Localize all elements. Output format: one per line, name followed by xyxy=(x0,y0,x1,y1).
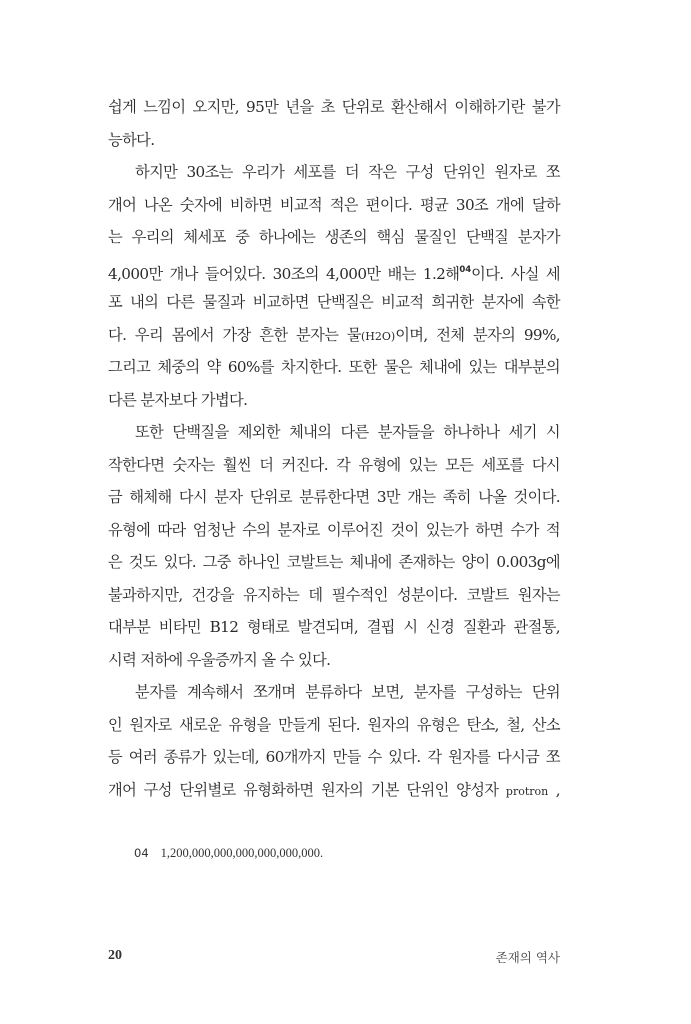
text-line: 등 여러 종류가 있는데, 60개까지 만들 수 있다. 각 원자를 다시금 쪼 xyxy=(108,748,560,766)
text-segment: 다. 우리 몸에서 가장 흔한 분자는 물 xyxy=(108,325,361,344)
text-line-with-formula xyxy=(108,319,560,352)
text-segment: , xyxy=(555,780,560,799)
text-line: 개어 나온 숫자에 비하면 비교적 적은 편이다. 평균 30조 개에 달하 xyxy=(108,195,560,214)
text-line: 또한 단백질을 제외한 체내의 다른 분자들을 하나하나 세기 시 xyxy=(135,423,560,441)
english-gloss: protron xyxy=(505,784,549,798)
text-line: 능하다. xyxy=(108,130,155,149)
footnote-number: 04 xyxy=(134,846,149,860)
text-line: 분자를 계속해서 쪼개며 분류하다 보면, 분자를 구성하는 단위 xyxy=(135,683,560,701)
body-text xyxy=(108,91,560,806)
footnote-ref[interactable]: 04 xyxy=(459,264,472,275)
text-line: 대부분 비타민 B12 형태로 발견되며, 결핍 시 신경 질환과 관절통, xyxy=(108,618,560,636)
text-line: 다른 분자보다 가볍다. xyxy=(108,390,248,409)
chemical-formula: (H2O) xyxy=(361,329,396,343)
text-segment: 이며, 전체 분자의 99%, xyxy=(395,325,560,344)
text-line: 쉽게 느낌이 오지만, 95만 년을 초 단위로 환산해서 이해하기란 불가 xyxy=(108,98,560,116)
text-line: 유형에 따라 엄청난 수의 분자로 이루어진 것이 있는가 하면 수가 적 xyxy=(108,520,560,539)
text-line: 시력 저하에 우울증까지 올 수 있다. xyxy=(108,650,331,669)
text-line: 는 우리의 체세포 중 하나에는 생존의 핵심 물질인 단백질 분자가 xyxy=(108,228,560,246)
text-line: 그리고 체중의 약 60%를 차지한다. 또한 물은 체내에 있는 대부분의 xyxy=(108,358,560,376)
text-line: 인 원자로 새로운 유형을 만들게 된다. 원자의 유형은 탄소, 철, 산소 xyxy=(108,715,560,734)
text-segment: 4,000만 개나 들어있다. 30조의 4,000만 배는 1.2해 xyxy=(108,264,460,283)
footnote-text: 1,200,000,000,000,000,000,000. xyxy=(160,846,324,860)
text-line-with-gloss xyxy=(108,774,560,807)
text-line: 작한다면 숫자는 훨씬 더 커진다. 각 유형에 있는 모든 세포를 다시 xyxy=(108,455,560,474)
running-title: 존재의 역사 xyxy=(495,950,560,965)
text-segment: 이다. 사실 세 xyxy=(471,264,560,283)
text-line: 은 것도 있다. 그중 하나인 코발트는 체내에 존재하는 양이 0.003g에 xyxy=(108,553,560,571)
footnote xyxy=(134,846,323,861)
page-number: 20 xyxy=(108,948,122,963)
text-line-with-footnote-ref xyxy=(108,254,560,287)
text-line: 하지만 30조는 우리가 세포를 더 작은 구성 단위인 원자로 쪼 xyxy=(135,163,560,181)
text-line: 금 해체해 다시 분자 단위로 분류한다면 3만 개는 족히 나올 것이다. xyxy=(108,488,560,506)
text-line: 불과하지만, 건강을 유지하는 데 필수적인 성분이다. 코발트 원자는 xyxy=(108,585,560,604)
text-segment: 개어 구성 단위별로 유형화하면 원자의 기본 단위인 양성자 xyxy=(108,780,499,799)
text-line: 포 내의 다른 물질과 비교하면 단백질은 비교적 희귀한 분자에 속한 xyxy=(108,293,560,311)
